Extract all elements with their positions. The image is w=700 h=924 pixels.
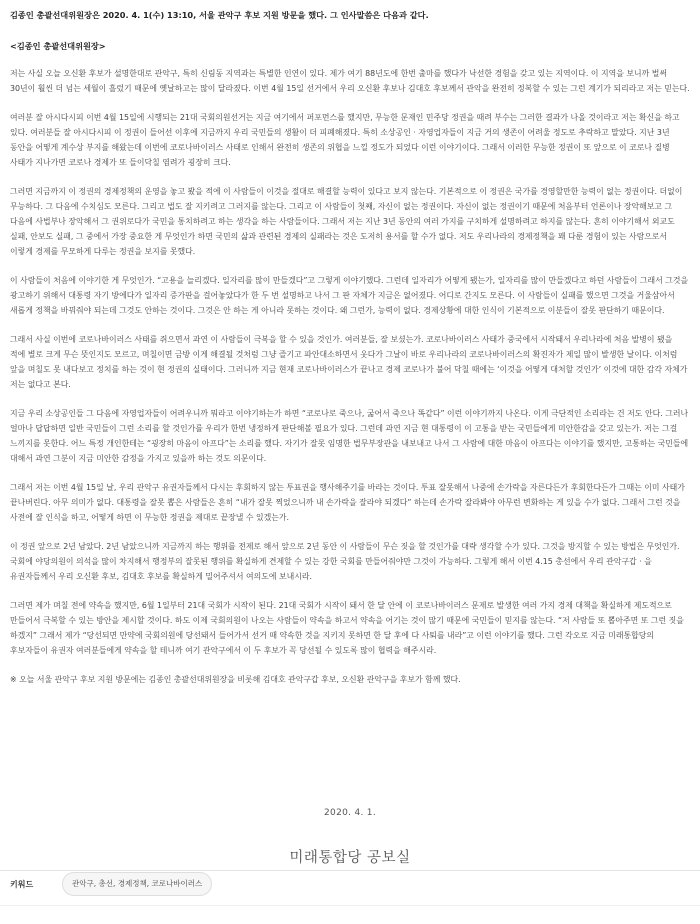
- bottom-divider: [0, 905, 700, 906]
- paragraph-9: 그러면 제가 며칠 전에 약속을 했지만, 6월 1일부터 21대 국회가 시작이 된다. 21대 국회가 시작이 돼서 한 달 안에 이 코로나바이러스 문제로 발생한 여러 가지 경제 대책을 확실하게 제도적으로 만들어서 극복할 수 있는 방안을 제시할 것이다. 하도 이제 국회의원이 나오는 사람들이 약속을 하고서 약속을 어기는 것이 많기 때문에 국민들이 믿지를 않는다. “저 사람들 또 뽑아주면 또 그런 짓을 하겠지” 그래서 제가 “당선되면 만약에 국회의원에 당선돼서 들어가서 선거 때 약속한 것을 지키지 못하면 한 달 후에 다 사퇴를 내라”고 이런 이야기를 했다. 그런 각오로 지금 미래통합당의 후보자들이 유권자 여러분들에게 약속을 할 테니까 여기 관악구에서 이 두 후보가 꼭 당선될 수 있도록 많이 협력을 해주시라.: [10, 601, 684, 655]
- footer-divider: [0, 870, 700, 871]
- speaker-label: <김종인 총괄선대위원장>: [10, 41, 106, 51]
- paragraph-1: 저는 사실 오늘 오신환 후보가 설명한대로 관악구, 특히 신림동 지역과는 특별한 인연이 있다. 제가 여기 88년도에 한번 출마를 했다가 낙선한 경험을 갖고 있는 지역이다. 이 지역을 보니까 벌써 30년이 훨씬 더 넘는 세월이 흘렀기 때문에 옛날하고는 많이 달라졌다. 이번 4월 15일 선거에서 우리 오신환 후보나 김대호 후보께서 관악을 완전히 정복할 수 있는 그런 계기가 되리라고 저는 믿는다.: [10, 69, 690, 93]
- article-body: [10, 66, 690, 701]
- paragraph-4: 이 사람들이 처음에 이야기한 게 무엇인가. “고용을 늘리겠다. 일자리를 많이 만들겠다”고 그렇게 이야기했다. 그런데 일자리가 어떻게 됐는가, 일자리를 많이 만들겠다고 하던 사람들이 그래서 그것을 광고하기 위해서 대통령 자기 방에다가 일자리 증가판을 걸어놓았다가 한 두 번 설명하고 나서 그 판 자체가 지금은 없어졌다. 어디로 간지도 모른다. 이 사람들이 실패를 했으면 그것을 거울삼아서 새롭게 정책을 바꿔줘야 되는데 그것도 안하는 것이다. 그것은 안 하는 게 아니라 못하는 것이다. 왜 그런가, 능력이 없다. 경제상황에 대한 인식이 기본적으로 이분들이 잘못 판단하기 때문이다.: [10, 276, 689, 315]
- keyword-tag[interactable]: 관악구, 총선, 경제정책, 코로나바이러스: [62, 872, 212, 896]
- issuing-office: 미래통합당 공보실: [289, 850, 411, 866]
- paragraph-7: 그래서 저는 이번 4월 15일 날, 우리 관악구 유권자들께서 다시는 후회하지 않는 투표권을 행사해주기를 바라는 것이다. 투표 잘못해서 나중에 손가락을 자른다든가 후회한다든가 그때는 이미 사태가 끝나버린다. 아무 의미가 없다. 대통령을 잘못 뽑은 사람들은 흔히 “내가 잘못 찍었으니까 내 손가락을 잘라야 되겠다” 하는데 손가락 잘라봐야 아무런 변화하는 게 있을 수가 없다. 그래서 그런 것을 사전에 잘 인식을 하고, 어떻게 하면 이 무능한 정권을 제대로 끝장낼 수 있겠는가.: [10, 483, 685, 522]
- paragraph-3: 그러면 지금까지 이 정권의 경제정책의 운영을 놓고 봤을 적에 이 사람들이 이것을 절대로 해결할 능력이 있다고 보지 않는다. 기본적으로 이 정권은 국가를 경영할만한 능력이 없는 정권이다. 더없이 무능하다. 그 다음에 수치심도 모른다. 그리고 법도 잘 지키려고 그러지를 않는다. 그리고 이 사람들이 첫째, 자신이 없는 정권이다. 자신이 없는 정권이기 때문에 처음부터 언론이나 장악해보고 그 다음에 사법부나 장악해서 그 권위로다가 국민을 통치하려고 하는 생각을 하는 사람들이다. 그래서 저는 지난 3년 동안의 여러 가지를 구치하게 설명하려고 하지를 않는다. 흔히 이야기해서 외교도 실패, 안보도 실패, 그 중에서 가장 중요한 게 무엇인가 하면 국민의 삶과 관련된 경제의 실패라는 것은 도저히 용서를 할 수가 없다. 저도 우리나라의 경제정책을 꽤 다룬 경험이 있는 사람으로서 이렇게 경제를 무모하게 다루는 정권을 보지를 못했다.: [10, 187, 683, 256]
- paragraph-5: 그래서 사실 이번에 코로나바이러스 사태를 쥐으면서 과연 이 사람들이 극복을 할 수 있을 것인가. 여러분들, 잘 보셨는가. 코로나바이러스 사태가 중국에서 시작돼서 우리나라에 처음 발병이 됐을 적에 별로 크게 무슨 뜻인지도 모르고, 며칠이면 금방 이게 해결될 것처럼 그냥 즐기고 파안대소하면서 웃다가 그날이 바로 우리나라의 코로나바이러스의 확진자가 제일 많이 발생한 날이다. 이처럼 앞을 며칠도 못 내다보고 정치를 하는 것이 현 정권의 실태이다. 그러니까 지금 현재 코로나바이러스가 끝나고 경제 코로나가 불어 닥칠 때에는 ‘이것을 어떻게 대처할 것인가’ 이것에 대한 감각 자체가 저는 없다고 본다.: [10, 335, 688, 389]
- paragraph-6: 지금 우리 소상공인들 그 다음에 자영업자들이 어려우니까 뭐라고 이야기하는가 하면 “코로나로 죽으나, 굶어서 죽으나 똑같다” 이런 이야기까지 나온다. 이게 극단적인 소리라는 건 저도 안다. 그러나 얼마나 답답하면 일반 국민들이 그런 소리를 할 것인가를 우리가 한번 냉정하게 판단해볼 필요가 있다. 그런데 과연 지금 현 대통령이 이 고통을 받는 국민들에게 미안한감을 갖고 있는가. 저는 그걸 느끼지를 못한다. 어느 특정 개인한테는 “굉장히 마음이 아프다”는 소리를 했다. 자기가 잘못 임명한 법무부장관을 내보내고 나서 그 사람에 대한 마음이 아프다는 이야기를 했지만, 고통하는 국민들에 대해서 과연 그분이 지금 미안한 감정을 가지고 있을까 하는 것도 의문이다.: [10, 409, 689, 463]
- release-date: 2020. 4. 1.: [324, 808, 376, 818]
- paragraph-2: 여러분 잘 아시다시피 이번 4월 15일에 시행되는 21대 국회의원선거는 지금 여기에서 퍼포먼스를 했지만, 무능한 문재인 민주당 정권을 때려 부수는 그러한 결과가 나올 것이라고 저는 확신을 하고 있다. 여러분들 잘 아시다시피 이 정권이 들어선 이후에 지금까지 우리 국민들의 생활이 더 피폐해졌다. 특히 소상공인 · 자영업자들이 지금 거의 생존이 어려울 정도로 추락하고 말았다. 지난 3년 동안을 어떻게 계수상 부지를 해왔는데 이번에 코로나바이러스 사태로 인해서 완전히 생존의 위협을 느낄 정도가 되었다 이런 이야기이다. 그래서 이러한 무능한 정권이 또 앞으로 이 코로나 질병 사태가 지나가면 코로나 경제가 또 들이닥칠 염려가 굉장히 크다.: [10, 113, 680, 167]
- note-paragraph: ※ 오늘 서울 관악구 후보 지원 방문에는 김종인 총괄선대위원장을 비롯해 김대호 관악구갑 후보, 오신환 관악구을 후보가 함께 했다.: [10, 675, 461, 684]
- keyword-label: 키워드: [10, 880, 34, 889]
- headline: 김종인 총괄선대위원장은 2020. 4. 1(수) 13:10, 서울 관악구 후보 지원 방문을 했다. 그 인사말씀은 다음과 같다.: [10, 10, 429, 20]
- paragraph-8: 이 정권 앞으로 2년 남았다. 2년 남았으니까 지금까지 하는 행위를 전제로 해서 앞으로 2년 동안 이 사람들이 무슨 짓을 할 것인가를 대략 생각할 수가 있다. 그것을 방지할 수 있는 방법은 무엇인가. 국회에 야당의원이 의석을 많이 차지해서 행정부의 잘못된 행위를 확실하게 견제할 수 있는 강한 국회를 만들어줘야만 그것이 가능하다. 그렇게 해서 이번 4.15 총선에서 우리 관악구갑 · 을 유권자들께서 우리 오신환 후보, 김대호 후보를 확실하게 밀어주셔서 여의도에 보내시라.: [10, 542, 680, 581]
